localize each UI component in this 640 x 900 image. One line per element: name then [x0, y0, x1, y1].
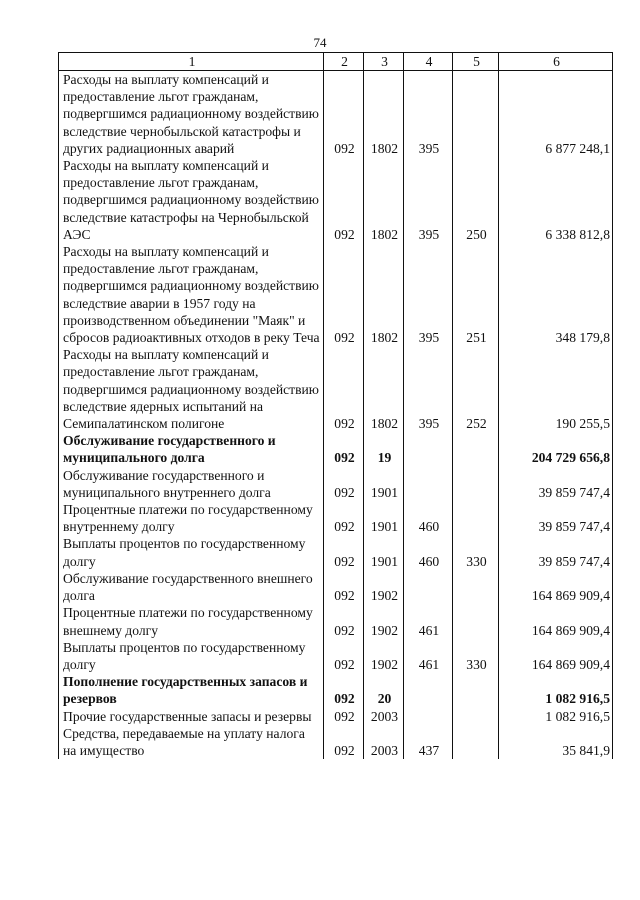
table-row [59, 467, 613, 501]
table-row [59, 535, 613, 569]
section-code-cell: 2003 [364, 708, 404, 725]
target-code-cell [404, 708, 453, 725]
table-body [59, 71, 613, 760]
row-name-cell: Расходы на выплату компенсаций и предоставление льгот гражданам, подвергшимся радиационному воздействию вследствие ядерных испытаний на Семипалатинском полигоне [59, 346, 324, 432]
amount-cell: 190 255,5 [499, 346, 613, 432]
admin-code-cell: 092 [324, 604, 364, 638]
target-code-cell: 461 [404, 604, 453, 638]
admin-code-cell: 092 [324, 432, 364, 466]
amount-cell: 6 877 248,1 [499, 71, 613, 158]
section-code-cell: 1802 [364, 157, 404, 243]
table-row [59, 639, 613, 673]
target-code-cell: 437 [404, 725, 453, 759]
budget-table [58, 52, 613, 759]
table-row [59, 243, 613, 346]
admin-code-cell: 092 [324, 501, 364, 535]
section-code-cell: 1902 [364, 604, 404, 638]
amount-cell: 348 179,8 [499, 243, 613, 346]
table-row [59, 708, 613, 725]
expense-type-cell: 330 [453, 535, 499, 569]
target-code-cell [404, 570, 453, 604]
column-header: 2 [324, 53, 364, 71]
expense-type-cell: 251 [453, 243, 499, 346]
expense-type-cell [453, 604, 499, 638]
expense-type-cell: 250 [453, 157, 499, 243]
section-code-cell: 1802 [364, 243, 404, 346]
row-name-cell: Пополнение государственных запасов и резервов [59, 673, 324, 707]
target-code-cell: 395 [404, 346, 453, 432]
target-code-cell: 461 [404, 639, 453, 673]
admin-code-cell: 092 [324, 673, 364, 707]
admin-code-cell: 092 [324, 708, 364, 725]
amount-cell: 164 869 909,4 [499, 604, 613, 638]
section-code-cell: 19 [364, 432, 404, 466]
expense-type-cell [453, 71, 499, 158]
section-code-cell: 1901 [364, 501, 404, 535]
expense-type-cell: 330 [453, 639, 499, 673]
table-row [59, 673, 613, 707]
table-row [59, 501, 613, 535]
row-name-cell: Прочие государственные запасы и резервы [59, 708, 324, 725]
admin-code-cell: 092 [324, 71, 364, 158]
row-name-cell: Обслуживание государственного и муниципального внутреннего долга [59, 467, 324, 501]
expense-type-cell [453, 725, 499, 759]
amount-cell: 39 859 747,4 [499, 535, 613, 569]
expense-type-cell [453, 432, 499, 466]
target-code-cell [404, 673, 453, 707]
expense-type-cell [453, 673, 499, 707]
section-code-cell: 1902 [364, 639, 404, 673]
row-name-cell: Процентные платежи по государственному внутреннему долгу [59, 501, 324, 535]
expense-type-cell [453, 570, 499, 604]
target-code-cell: 460 [404, 535, 453, 569]
admin-code-cell: 092 [324, 243, 364, 346]
target-code-cell [404, 432, 453, 466]
admin-code-cell: 092 [324, 725, 364, 759]
column-header: 6 [499, 53, 613, 71]
amount-cell: 204 729 656,8 [499, 432, 613, 466]
expense-type-cell [453, 501, 499, 535]
amount-cell: 6 338 812,8 [499, 157, 613, 243]
section-code-cell: 1802 [364, 71, 404, 158]
admin-code-cell: 092 [324, 639, 364, 673]
row-name-cell: Выплаты процентов по государственному долгу [59, 535, 324, 569]
column-header: 5 [453, 53, 499, 71]
table-row [59, 346, 613, 432]
table-row [59, 725, 613, 759]
section-code-cell: 1901 [364, 535, 404, 569]
admin-code-cell: 092 [324, 570, 364, 604]
table-row [59, 71, 613, 158]
admin-code-cell: 092 [324, 467, 364, 501]
column-header: 4 [404, 53, 453, 71]
target-code-cell: 460 [404, 501, 453, 535]
section-code-cell: 20 [364, 673, 404, 707]
table-row [59, 604, 613, 638]
table-row [59, 570, 613, 604]
table-row [59, 432, 613, 466]
admin-code-cell: 092 [324, 535, 364, 569]
target-code-cell [404, 467, 453, 501]
row-name-cell: Средства, передаваемые на уплату налога на имущество [59, 725, 324, 759]
row-name-cell: Обслуживание государственного внешнего долга [59, 570, 324, 604]
section-code-cell: 1802 [364, 346, 404, 432]
target-code-cell: 395 [404, 157, 453, 243]
admin-code-cell: 092 [324, 346, 364, 432]
page-number: 74 [313, 35, 327, 50]
amount-cell: 39 859 747,4 [499, 467, 613, 501]
amount-cell: 1 082 916,5 [499, 708, 613, 725]
expense-type-cell [453, 467, 499, 501]
row-name-cell: Расходы на выплату компенсаций и предоставление льгот гражданам, подвергшимся радиационному воздействию вследствие чернобыльской катастрофы и других радиационных аварий [59, 71, 324, 158]
table-header-row [59, 53, 613, 71]
target-code-cell: 395 [404, 243, 453, 346]
row-name-cell: Выплаты процентов по государственному долгу [59, 639, 324, 673]
amount-cell: 39 859 747,4 [499, 501, 613, 535]
column-header: 3 [364, 53, 404, 71]
amount-cell: 35 841,9 [499, 725, 613, 759]
section-code-cell: 1902 [364, 570, 404, 604]
amount-cell: 164 869 909,4 [499, 570, 613, 604]
target-code-cell: 395 [404, 71, 453, 158]
amount-cell: 164 869 909,4 [499, 639, 613, 673]
row-name-cell: Обслуживание государственного и муниципального долга [59, 432, 324, 466]
expense-type-cell [453, 708, 499, 725]
section-code-cell: 1901 [364, 467, 404, 501]
column-header: 1 [59, 53, 324, 71]
row-name-cell: Расходы на выплату компенсаций и предоставление льгот гражданам, подвергшимся радиационному воздействию вследствие катастрофы на Чернобыльской АЭС [59, 157, 324, 243]
amount-cell: 1 082 916,5 [499, 673, 613, 707]
expense-type-cell: 252 [453, 346, 499, 432]
section-code-cell: 2003 [364, 725, 404, 759]
row-name-cell: Расходы на выплату компенсаций и предоставление льгот гражданам, подвергшимся радиационному воздействию вследствие аварии в 1957 году на производственном объединении "Маяк" и сбросов радиоактивных отходов в реку Теча [59, 243, 324, 346]
row-name-cell: Процентные платежи по государственному внешнему долгу [59, 604, 324, 638]
admin-code-cell: 092 [324, 157, 364, 243]
table-row [59, 157, 613, 243]
